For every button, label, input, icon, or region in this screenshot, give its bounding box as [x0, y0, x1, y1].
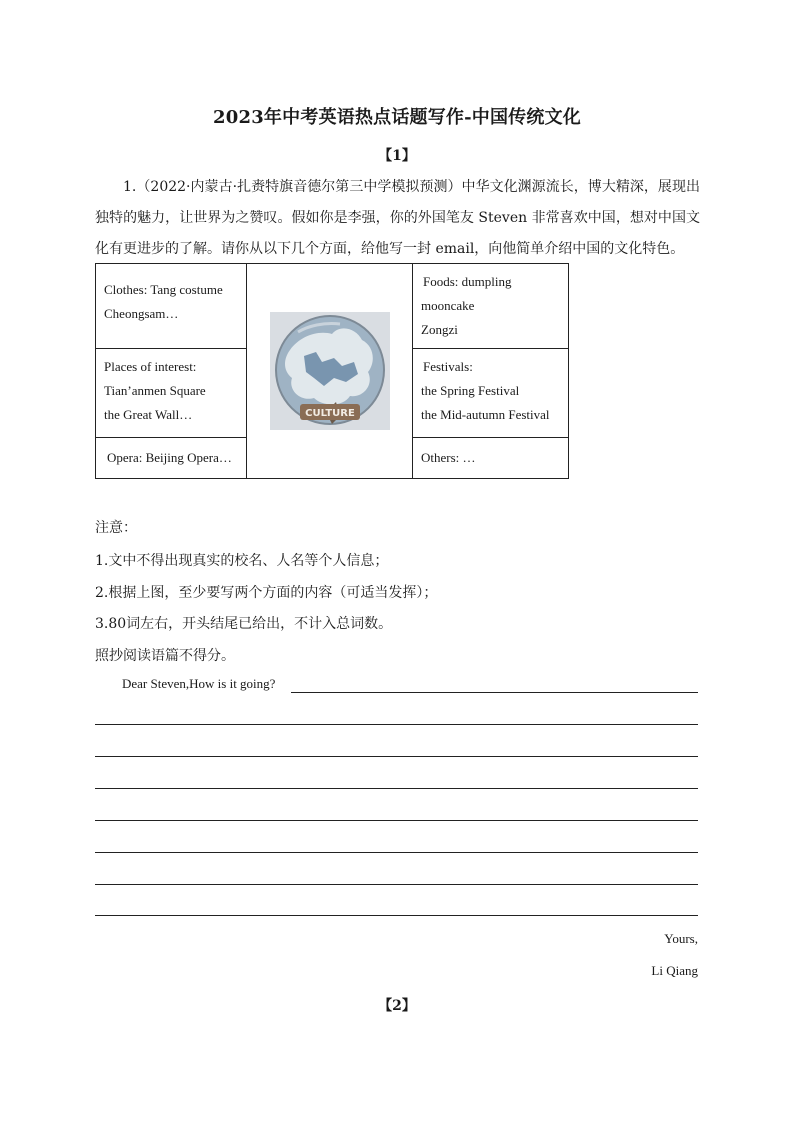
task-prompt: 1.（2022·内蒙古·扎赉特旗音德尔第三中学模拟预测）中华文化渊源流长，博大精深，展现出独特的魅力，让世界为之赞叹。假如你是李强，你的外国笔友 Steven 非常喜欢中国，想对中国文化有更进步的了解。请你从以下几个方面，给他写一封 email，向他简单介绍中国的文化特色。 [95, 179, 700, 257]
writing-line [95, 820, 698, 821]
writing-line-first [291, 692, 698, 693]
opera-label: Opera: Beijing Opera… [107, 450, 232, 465]
section-1-marker: 【1】 [378, 148, 416, 164]
page-title: 2023年中考英语热点话题写作-中国传统文化 [213, 107, 581, 128]
places-cell [96, 349, 247, 438]
culture-image-cell [247, 264, 413, 479]
writing-line [95, 756, 698, 757]
clothes-item: Cheongsam… [104, 306, 179, 321]
culture-topics-table [95, 263, 569, 479]
note-item-4: 照抄阅读语篇不得分。 [95, 648, 235, 664]
note-item-2: 2.根据上图，至少要写两个方面的内容（可适当发挥）； [95, 585, 438, 601]
places-label: Places of interest: [104, 359, 197, 374]
foods-item-mooncake: mooncake [421, 298, 475, 313]
writing-line [95, 852, 698, 853]
others-cell [413, 438, 569, 479]
letter-closing: Yours, [664, 931, 698, 946]
festivals-item-mid-autumn: the Mid-autumn Festival [421, 407, 550, 422]
festivals-cell [413, 349, 569, 438]
places-item-tiananmen: Tian’anmen Square [104, 383, 206, 398]
letter-greeting: Dear Steven,How is it going? [122, 676, 276, 691]
notes-heading: 注意： [95, 520, 137, 536]
foods-label: Foods: dumpling [423, 274, 512, 289]
writing-line [95, 884, 698, 885]
clothes-label: Clothes: Tang costume [104, 282, 223, 297]
note-item-1: 1.文中不得出现真实的校名、人名等个人信息； [95, 553, 389, 569]
section-2-marker: 【2】 [378, 998, 416, 1014]
culture-image-caption: CULTURE [304, 408, 355, 419]
foods-cell [413, 264, 569, 349]
places-item-great-wall: the Great Wall… [104, 407, 193, 422]
festivals-label: Festivals: [423, 359, 473, 374]
culture-globe-image [270, 312, 390, 430]
clothes-cell [96, 264, 247, 349]
festivals-item-spring: the Spring Festival [421, 383, 520, 398]
foods-item-zongzi: Zongzi [421, 322, 458, 337]
others-label: Others: … [421, 450, 476, 465]
letter-signature: Li Qiang [651, 963, 698, 978]
writing-line [95, 788, 698, 789]
writing-line [95, 915, 698, 916]
note-item-3: 3.80词左右，开头结尾已给出，不计入总词数。 [95, 616, 393, 632]
writing-line [95, 724, 698, 725]
opera-cell [96, 438, 247, 479]
